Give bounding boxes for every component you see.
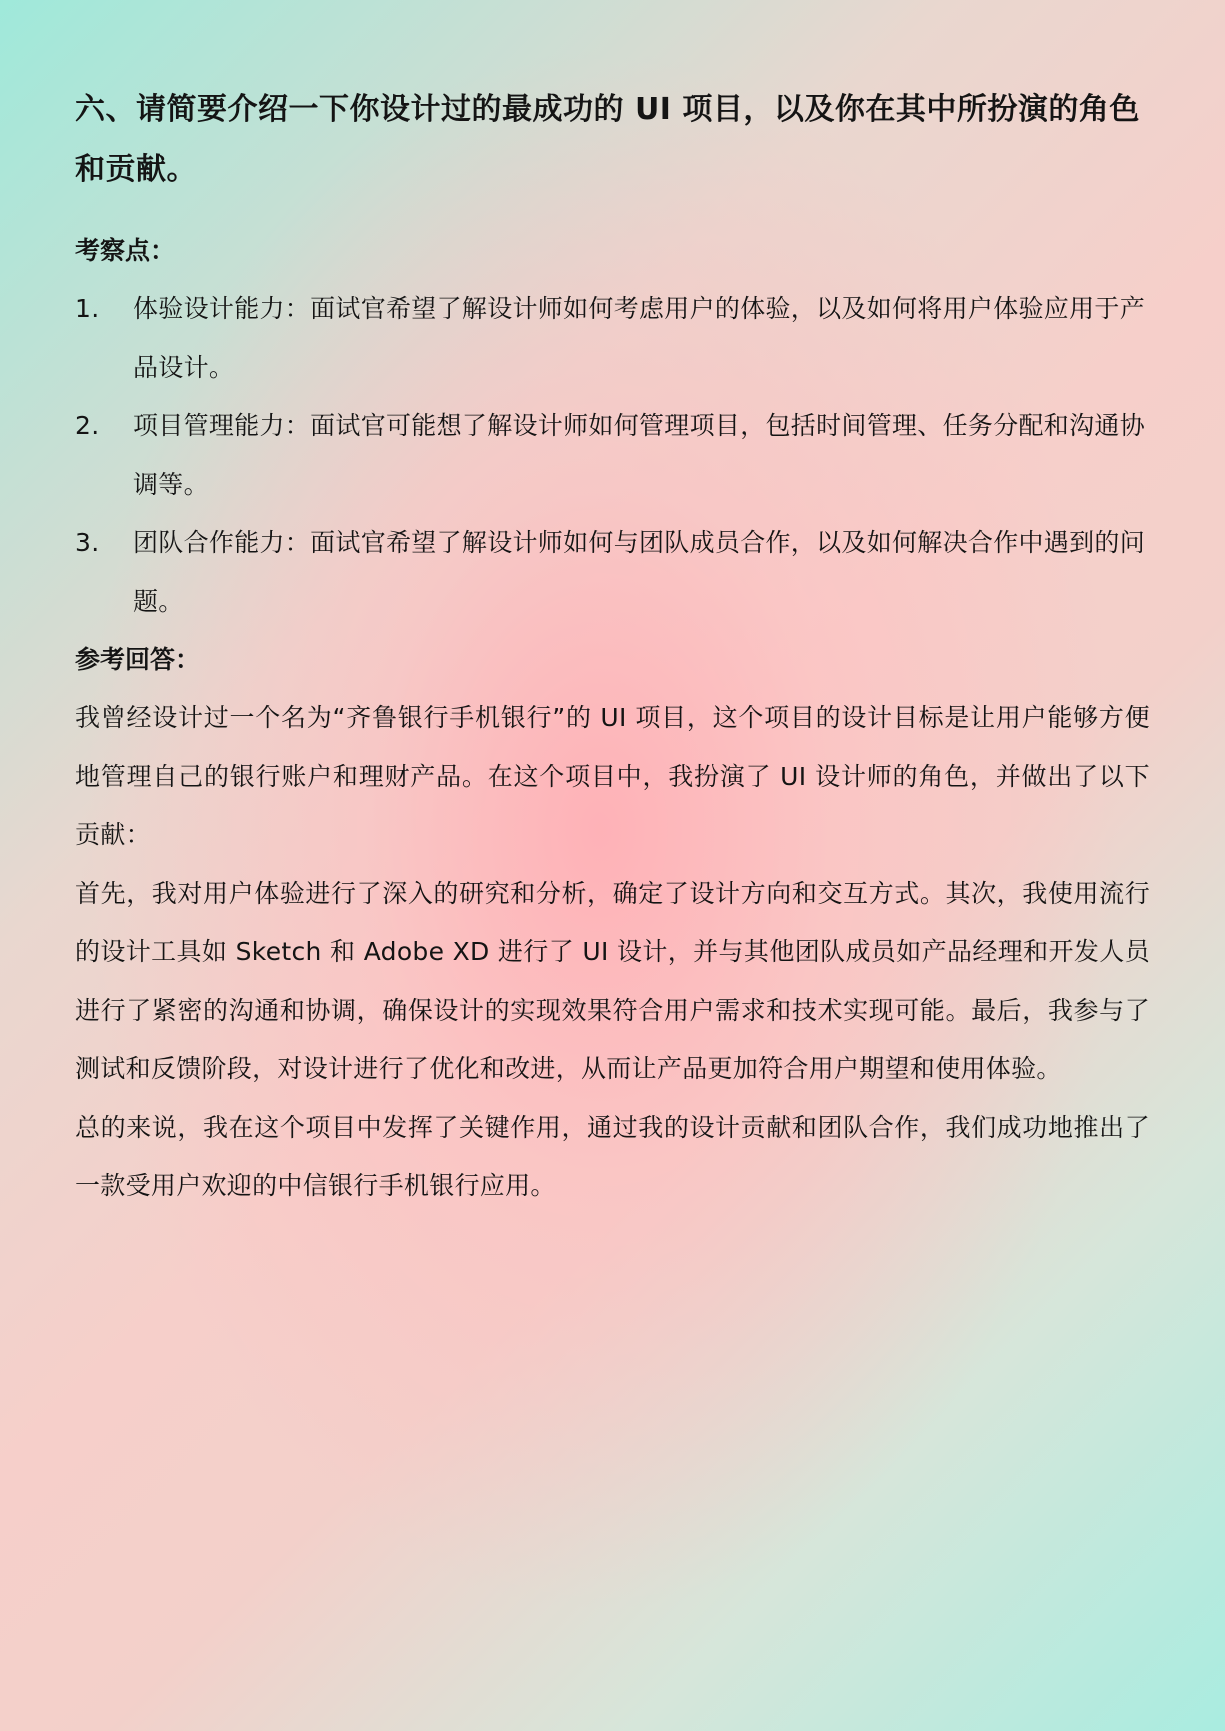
document-page (75, 80, 1150, 1216)
list-item-text: 项目管理能力：面试官可能想了解设计师如何管理项目，包括时间管理、任务分配和沟通协调等。 (133, 411, 1146, 499)
answer-heading: 参考回答： (75, 645, 201, 674)
list-item-number: 2. (75, 411, 100, 440)
list-item-text: 团队合作能力：面试官希望了解设计师如何与团队成员合作，以及如何解决合作中遇到的问题。 (133, 528, 1146, 616)
list-item (75, 514, 1150, 631)
list-item-number: 1. (75, 294, 100, 323)
list-item (75, 280, 1150, 397)
question-title: 六、请简要介绍一下你设计过的最成功的 UI 项目，以及你在其中所扮演的角色和贡献。 (75, 92, 1140, 187)
assessment-heading: 考察点： (75, 236, 176, 265)
list-item-text: 体验设计能力：面试官希望了解设计师如何考虑用户的体验，以及如何将用户体验应用于产品设计。 (133, 294, 1146, 382)
answer-paragraph-3: 总的来说，我在这个项目中发挥了关键作用，通过我的设计贡献和团队合作，我们成功地推出了一款受用户欢迎的中信银行手机银行应用。 (75, 1112, 1150, 1200)
list-item (75, 397, 1150, 514)
assessment-list (75, 280, 1150, 631)
answer-paragraph-1: 我曾经设计过一个名为“齐鲁银行手机银行”的 UI 项目，这个项目的设计目标是让用户能够方便地管理自己的银行账户和理财产品。在这个项目中，我扮演了 UI 设计师的角色，并做出了以下贡献： (75, 703, 1150, 849)
list-item-number: 3. (75, 528, 100, 557)
answer-paragraph-2: 首先，我对用户体验进行了深入的研究和分析，确定了设计方向和交互方式。其次，我使用流行的设计工具如 Sketch 和 Adobe XD 进行了 UI 设计，并与其他团队成员如产品经理和开发人员进行了紧密的沟通和协调，确保设计的实现效果符合用户需求和技术实现可能。最后，我参与了测试和反馈阶段，对设计进行了优化和改进，从而让产品更加符合用户期望和使用体验。 (75, 878, 1150, 1083)
